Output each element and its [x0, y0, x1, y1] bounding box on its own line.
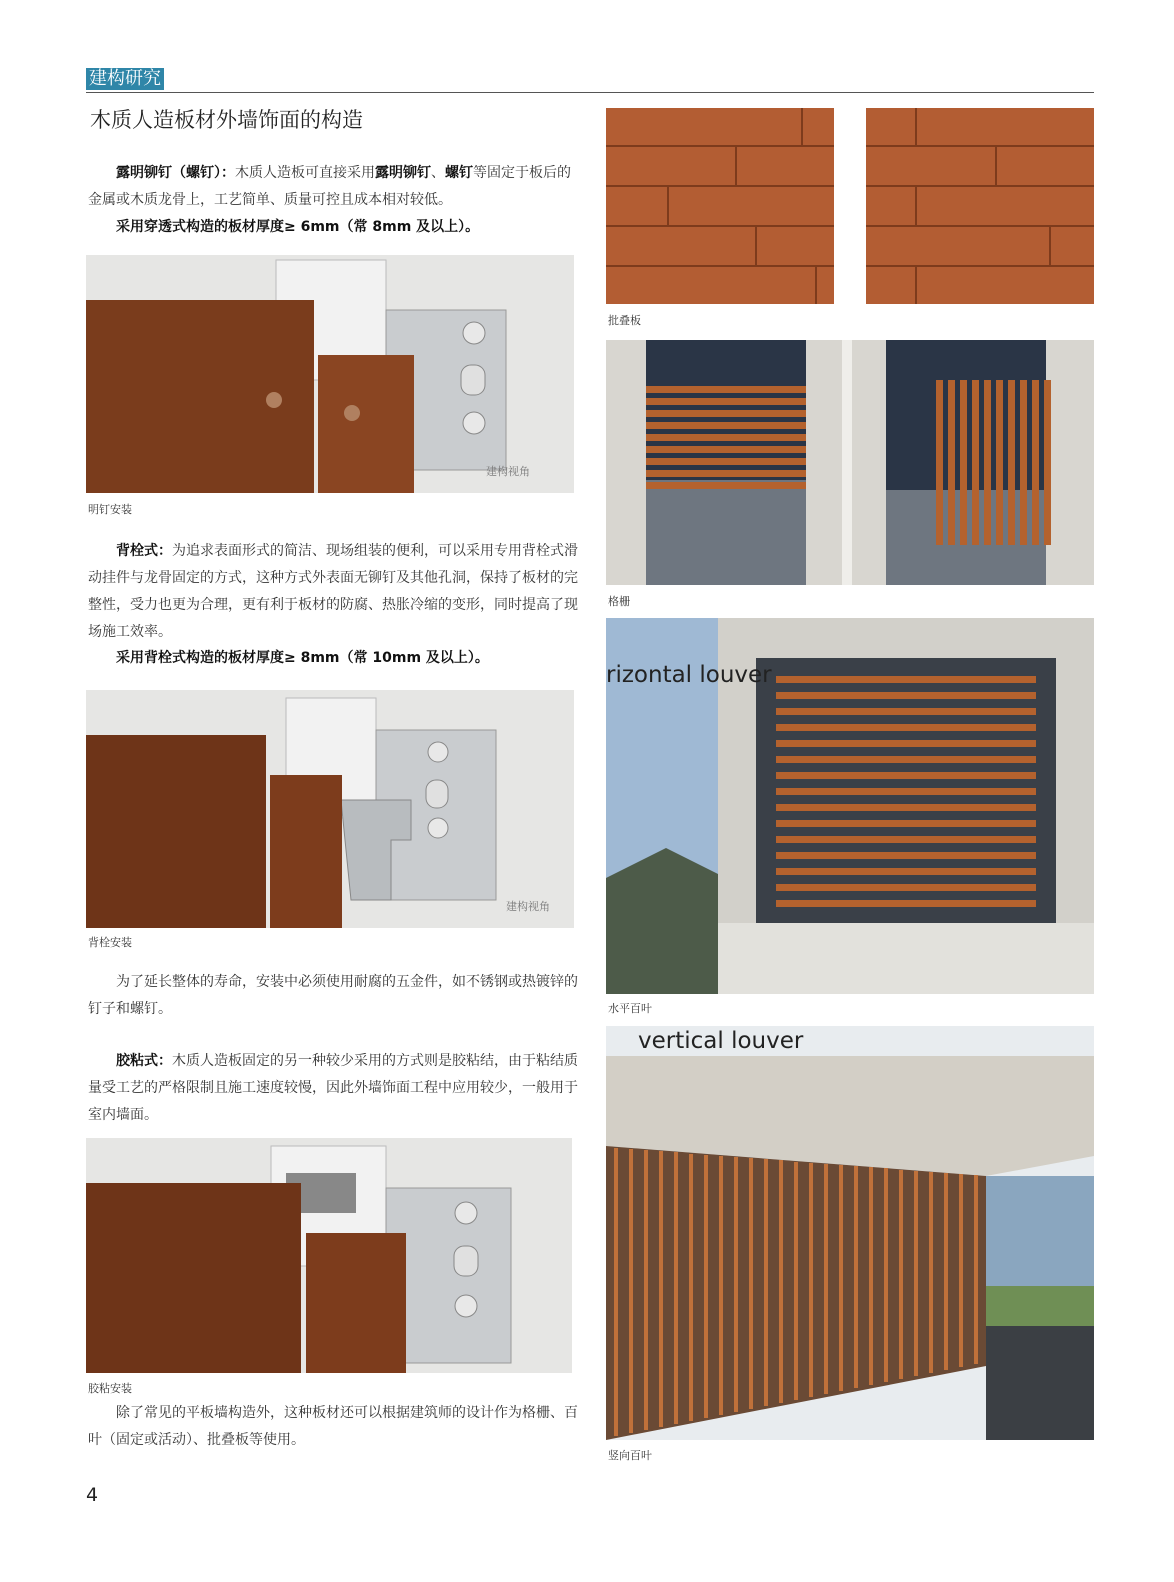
adhesive-heading: 胶粘式：: [116, 1053, 172, 1069]
rivet-install-figure: [86, 255, 574, 493]
backbolt-text: 为追求表面形式的简洁、现场组装的便利，可以采用专用背栓式滑动挂件与龙骨固定的方式，这种方式外表面无铆钉及其他孔洞，保持了板材的完整性，受力也更为合理，更有利于板材的防腐、热胀冷缩的变形，同时提高了现场施工效率。: [88, 543, 578, 640]
horizontal-louver-caption: 水平百叶: [608, 1002, 652, 1015]
grille-caption: 格栅: [608, 595, 630, 608]
adhesive-text: 木质人造板固定的另一种较少采用的方式则是胶粘结，由于粘结质量受工艺的严格限制且施工速度较慢，因此外墙饰面工程中应用较少，一般用于室内墙面。: [88, 1053, 578, 1123]
siding-photo-left: [606, 108, 834, 304]
header-divider: [86, 92, 1094, 93]
rivet-bold-1: 露明铆钉: [375, 165, 431, 181]
rivet-watermark: 建构视角: [486, 465, 530, 478]
adhesive-paragraph: [88, 1048, 578, 1129]
rivet-heading: 露明铆钉（螺钉）：: [116, 165, 235, 181]
backbolt-heading: 背栓式：: [116, 543, 172, 559]
section-tag: 建构研究: [86, 68, 164, 90]
backbolt-note-text: 采用背栓式构造的板材厚度≥ 8mm（常 10mm 及以上）。: [116, 650, 489, 666]
siding-photo-right: [866, 108, 1094, 304]
closing-paragraph: 除了常见的平板墙构造外，这种板材还可以根据建筑师的设计作为格栅、百叶（固定或活动）、批叠板等使用。: [88, 1405, 578, 1448]
adhesive-install-figure: [86, 1138, 572, 1373]
page-number: 4: [86, 1484, 99, 1506]
rivet-note-text: 采用穿透式构造的板材厚度≥ 6mm（常 8mm 及以上）。: [116, 219, 480, 235]
backbolt-caption: 背栓安装: [88, 936, 132, 949]
durability-paragraph: 为了延长整体的寿命，安装中必须使用耐腐的五金件，如不锈钢或热镀锌的钉子和螺钉。: [88, 974, 578, 1017]
grille-photo: [606, 340, 1094, 585]
rivet-caption: 明钉安装: [88, 503, 132, 516]
rivet-text-1: 木质人造板可直接采用: [235, 165, 375, 181]
adhesive-caption: 胶粘安装: [88, 1382, 132, 1395]
backbolt-watermark: 建构视角: [506, 900, 550, 913]
vertical-louver-label: vertical louver: [638, 1028, 804, 1054]
vertical-louver-photo: [606, 1026, 1094, 1440]
horizontal-louver-photo: [606, 618, 1094, 994]
vertical-louver-caption: 竖向百叶: [608, 1449, 652, 1462]
horizontal-louver-label: rizontal louver: [606, 662, 772, 688]
backbolt-install-figure: [86, 690, 574, 928]
backbolt-note: [88, 645, 578, 672]
rivet-bold-2: 螺钉: [445, 165, 473, 181]
siding-caption: 批叠板: [608, 314, 641, 327]
rivet-paragraph: [88, 160, 578, 214]
backbolt-paragraph: [88, 538, 578, 646]
rivet-sep: 、: [431, 165, 445, 181]
page-title: 木质人造板材外墙饰面的构造: [90, 108, 363, 132]
rivet-note: [88, 214, 578, 241]
rivet-text-2: 等固定于板后的金属或木质龙骨上，工艺简单、质量可控且成本相对较低。: [88, 165, 571, 208]
